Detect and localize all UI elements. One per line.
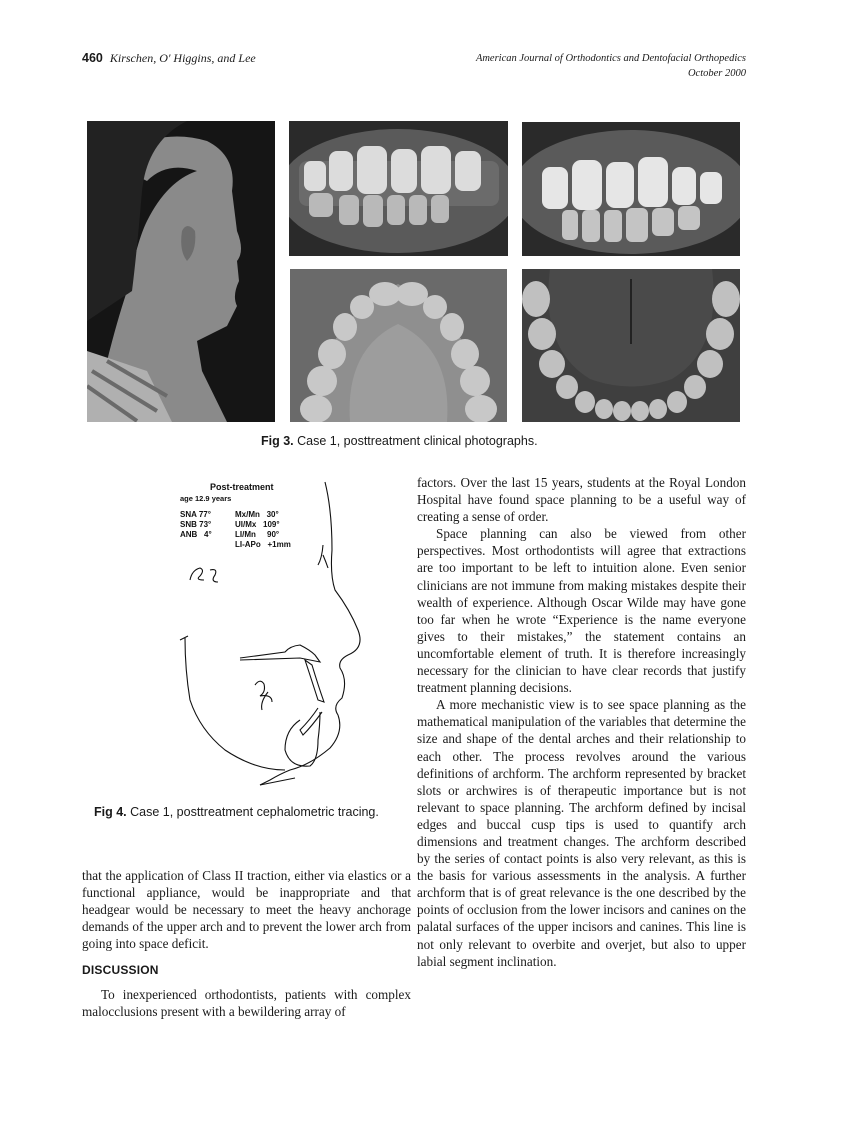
upper-occlusal-photo [290,269,507,422]
figure-3-caption [261,434,538,448]
right-paragraph-3: A more mechanistic view is to see space planning as the mathematical manipulation of the variables that determine the size and shape of the dental arches and their relationship to each other. The process revolves around the various definitions of archform. The archform represented by bracket slots or archwires is of therapeutic importance but is not relevant to space planning. The archform defined by incisal edges and buccal cusp tips is used to quantify arch dimensions and treatment changes. The archform described by the series of contact points is also very relevant, as this is the basis for various assessments in the analysis. A further archform that is of great relevance is the one described by the points of occlusion from the lower incisors and canines on the palatal surfaces of the upper incisors and canines. This line is not only relevant to overbite and overjet, but also to upper labial segment inclination. [417,697,746,969]
intraoral-left-buccal-photo [522,122,740,256]
page-number: 460 [82,51,103,65]
right-paragraph-1: factors. Over the last 15 years, students at the Royal London Hospital have found space planning to be a useful way of creating a sense of order. [417,475,746,525]
left-paragraph-1: that the application of Class II traction, either via elastics or a functional appliance, would be inappropriate and that headgear would be necessary to meet the heavy anchorage demands of the upper arch and to prevent the lower arch from going into space deficit. [82,868,411,952]
left-paragraph-2: To inexperienced orthodontists, patients with complex malocclusions present with a bewildering array of [82,987,411,1020]
right-column [417,474,746,970]
figure-4-label: Fig 4. [94,805,127,819]
measurement-snb: SNB 73° [180,520,212,529]
measurement-sna: SNA 77° [180,510,211,519]
section-heading-discussion: DISCUSSION [82,963,159,977]
measurement-li-apo: LI-APo +1mm [235,540,291,549]
journal-title: American Journal of Orthodontics and Dentofacial Orthopedics [475,53,746,64]
left-column-discussion [82,986,411,1020]
running-header-left [82,51,256,66]
figure-3-caption-text: Case 1, posttreatment clinical photographs. [293,434,538,448]
running-header-right [476,51,746,81]
figure-4-caption [94,805,379,819]
author-line: Kirschen, O' Higgins, and Lee [109,51,256,65]
cephalometric-tracing [160,470,400,800]
measurement-mx-mn: Mx/Mn 30° [235,510,279,519]
profile-photo [87,121,275,422]
left-column [82,867,411,952]
tracing-title: Post-treatment [210,482,274,492]
right-paragraph-2: Space planning can also be viewed from other perspectives. Most orthodontists will agree that extractions are too important to be left to intuition alone. Even senior clinicians are not immune from making mistakes despite their wealth of experience. Although Oscar Wilde may have gone too far when he wrote “Experience is the name everyone gives to their mistakes,” the statement contains an uncomfortable element of truth. It is therefore increasingly necessary for the clinician to have clear records that justify treatment planning decisions. [417,526,746,696]
issue-date: October 2000 [687,68,746,79]
figure-3-label: Fig 3. [261,434,294,448]
measurement-anb: ANB 4° [180,530,212,539]
intraoral-right-buccal-photo [289,121,508,256]
tracing-age: age 12.9 years [180,494,232,503]
measurement-li-mn: LI/Mn 90° [235,530,280,539]
lower-occlusal-photo [522,269,740,422]
figure-4-caption-text: Case 1, posttreatment cephalometric tracing. [126,805,379,819]
measurement-ui-mx: UI/Mx 109° [235,520,280,529]
